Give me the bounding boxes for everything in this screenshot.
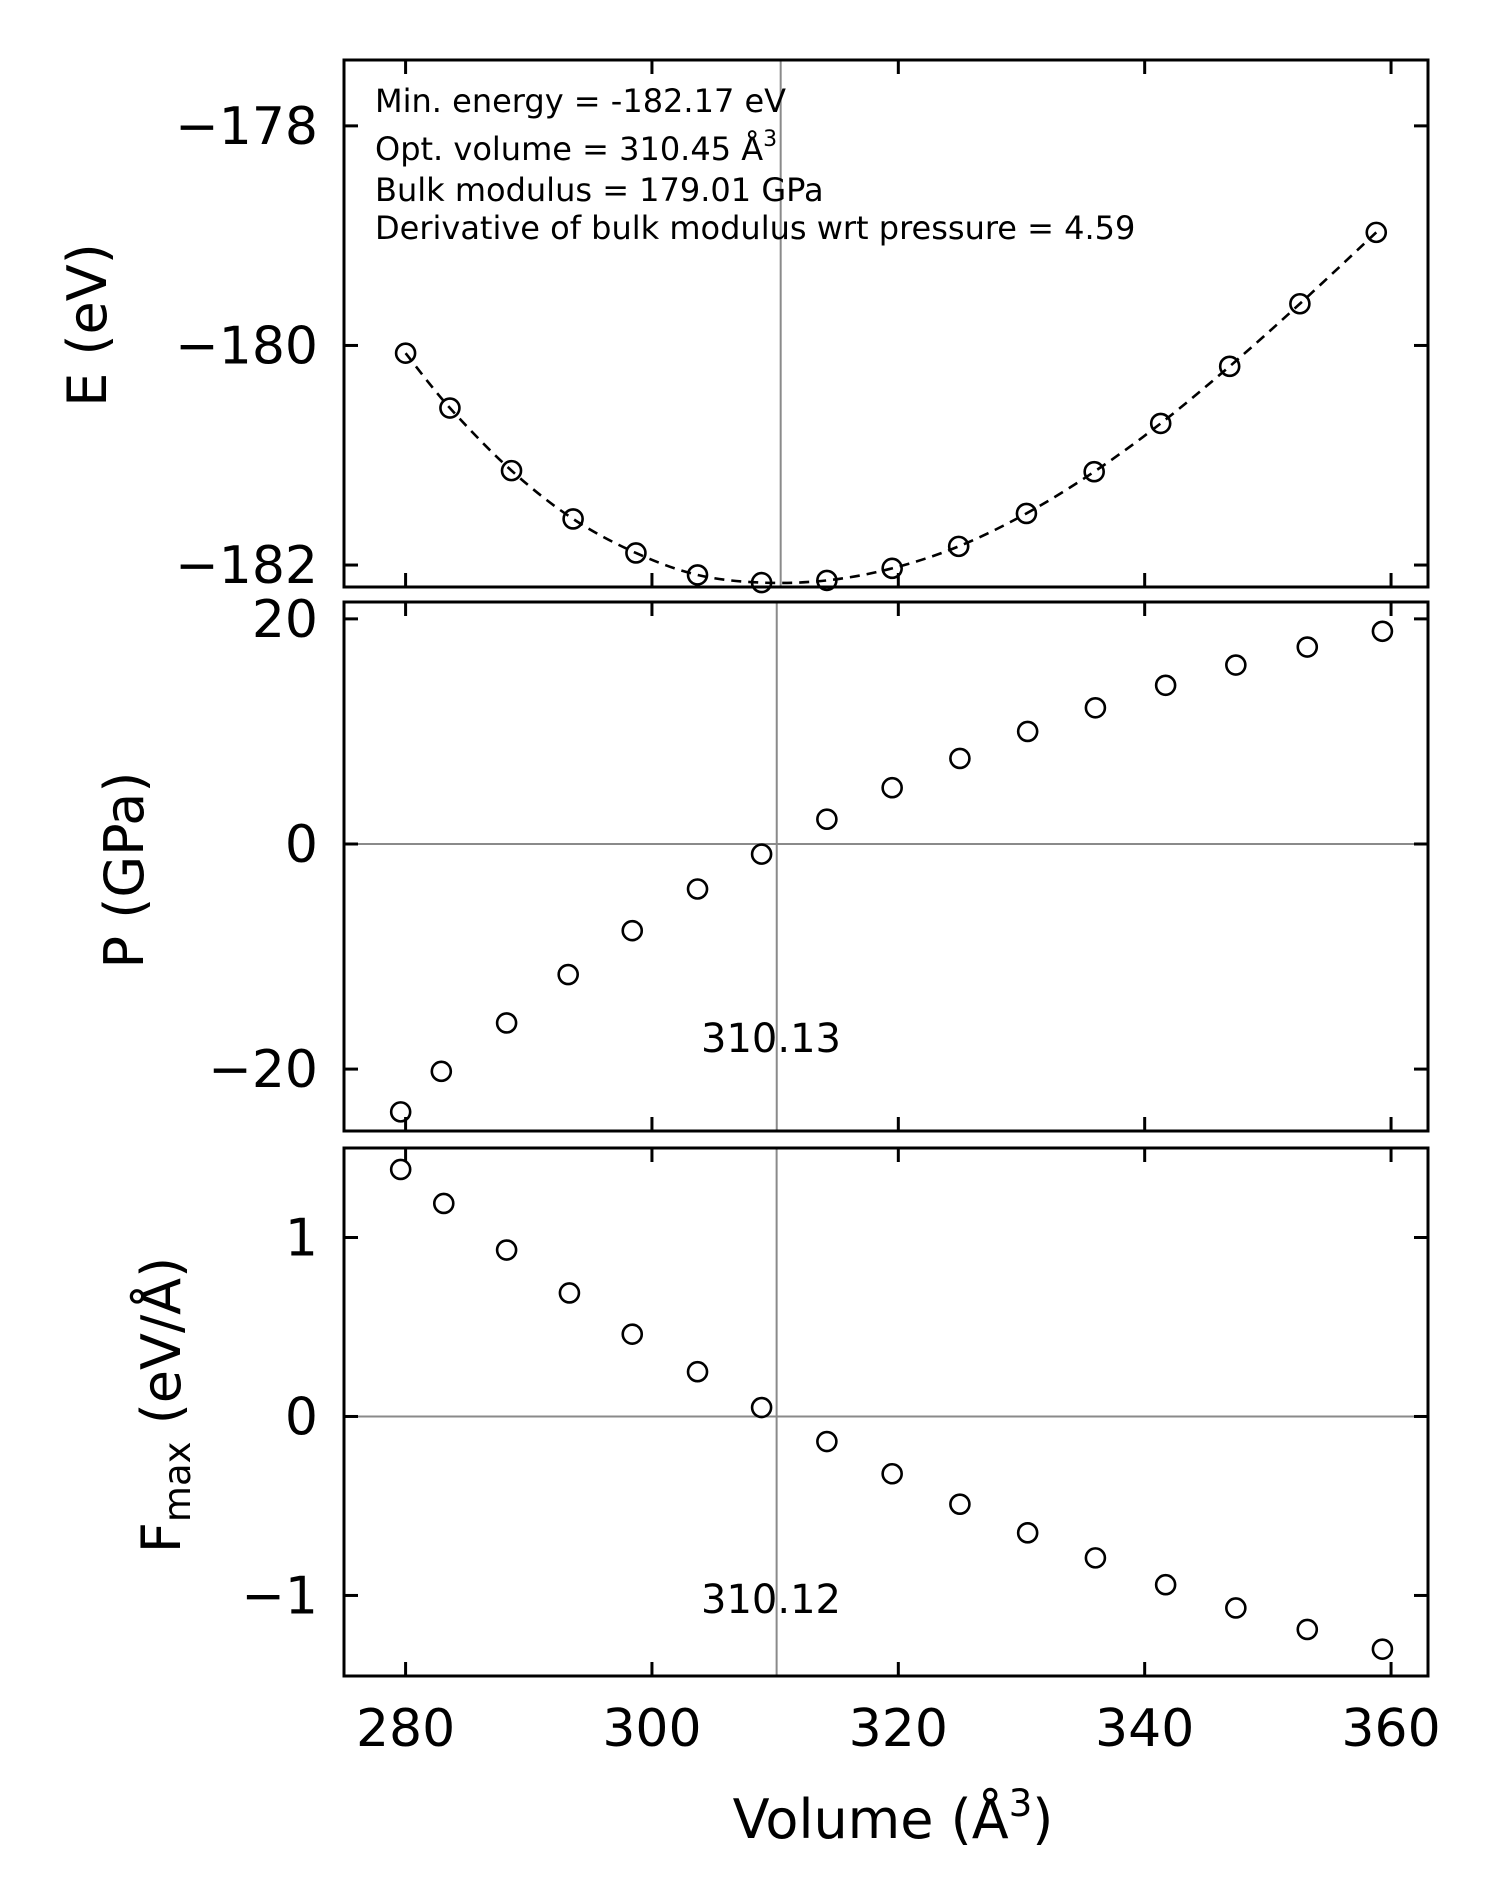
data-point (817, 1432, 836, 1451)
force-reference-label: 310.12 (701, 1577, 841, 1623)
y-tick-label: 1 (284, 1208, 318, 1269)
x-tick-label: 320 (848, 1699, 948, 1759)
data-point (1085, 462, 1104, 481)
data-point (688, 565, 707, 584)
data-point (560, 1283, 579, 1302)
data-point (1226, 656, 1245, 675)
volume-axis-title (733, 1782, 1054, 1851)
y-tick-label: −20 (208, 1040, 318, 1101)
pressure-reference-label: 310.13 (701, 1016, 841, 1062)
data-point (434, 1194, 453, 1213)
data-point (817, 810, 836, 829)
data-point (950, 1495, 969, 1514)
data-point (949, 537, 968, 556)
annotation-bulk-derivative: Derivative of bulk modulus wrt pressure = 4.59 (375, 209, 1136, 247)
data-point (623, 921, 642, 940)
data-point (1373, 622, 1392, 641)
x-tick-label: 340 (1095, 1699, 1195, 1759)
data-point (1018, 1523, 1037, 1542)
data-point (1156, 1575, 1175, 1594)
x-tick-label: 300 (602, 1699, 702, 1759)
data-point (564, 509, 583, 528)
data-point (883, 1464, 902, 1483)
data-point (1220, 357, 1239, 376)
data-point (1086, 1548, 1105, 1567)
annotation-opt-volume-superscript: 3 (763, 127, 778, 152)
annotation-opt-volume (375, 127, 777, 168)
data-point (497, 1013, 516, 1032)
annotation-opt-volume-text: Opt. volume = 310.45 Å (375, 130, 764, 168)
data-point (559, 965, 578, 984)
y-tick-label: 20 (251, 589, 318, 650)
data-point (623, 1325, 642, 1344)
volume-axis-title-close: ) (1032, 1788, 1054, 1851)
data-point (391, 1160, 410, 1179)
data-point (883, 778, 902, 797)
y-tick-label: −1 (241, 1566, 318, 1627)
energy-panel (175, 60, 1428, 596)
data-point (1018, 722, 1037, 741)
data-point (1226, 1598, 1245, 1617)
x-tick-label: 360 (1341, 1699, 1441, 1759)
data-point (391, 1102, 410, 1121)
data-point (950, 749, 969, 768)
pressure-axis-title: P (GPa) (93, 771, 156, 969)
fit-curve (406, 232, 1377, 583)
data-point (1086, 698, 1105, 717)
volume-axis-title-text: Volume (Å (732, 1788, 1009, 1851)
force-panel (241, 1148, 1440, 1759)
y-tick-label: −182 (175, 536, 318, 597)
plot-frame (344, 1148, 1428, 1676)
data-point (752, 845, 771, 864)
force-axis-title-symbol: F (130, 1522, 193, 1554)
force-axis-title-subscript: max (156, 1441, 199, 1523)
data-point (1298, 638, 1317, 657)
energy-axis-title: E (eV) (56, 243, 119, 407)
annotation-min-energy: Min. energy = -182.17 eV (375, 82, 787, 120)
y-tick-label: −178 (175, 96, 318, 157)
volume-axis-title-superscript: 3 (1008, 1782, 1033, 1825)
data-point (1151, 414, 1170, 433)
annotation-bulk-modulus: Bulk modulus = 179.01 GPa (375, 171, 824, 209)
data-point (432, 1062, 451, 1081)
data-point (1156, 676, 1175, 695)
data-point (1298, 1620, 1317, 1639)
data-point (497, 1241, 516, 1260)
x-tick-label: 280 (355, 1699, 456, 1759)
data-point (752, 1398, 771, 1417)
force-axis-title (129, 1257, 199, 1553)
y-tick-label: 0 (284, 1387, 318, 1448)
plot-frame (344, 602, 1428, 1131)
y-tick-label: −180 (175, 316, 318, 377)
data-point (688, 880, 707, 899)
force-axis-title-unit: (eV/Å) (130, 1256, 193, 1442)
data-point (688, 1362, 707, 1381)
y-tick-label: 0 (284, 814, 318, 875)
data-point (1373, 1640, 1392, 1659)
